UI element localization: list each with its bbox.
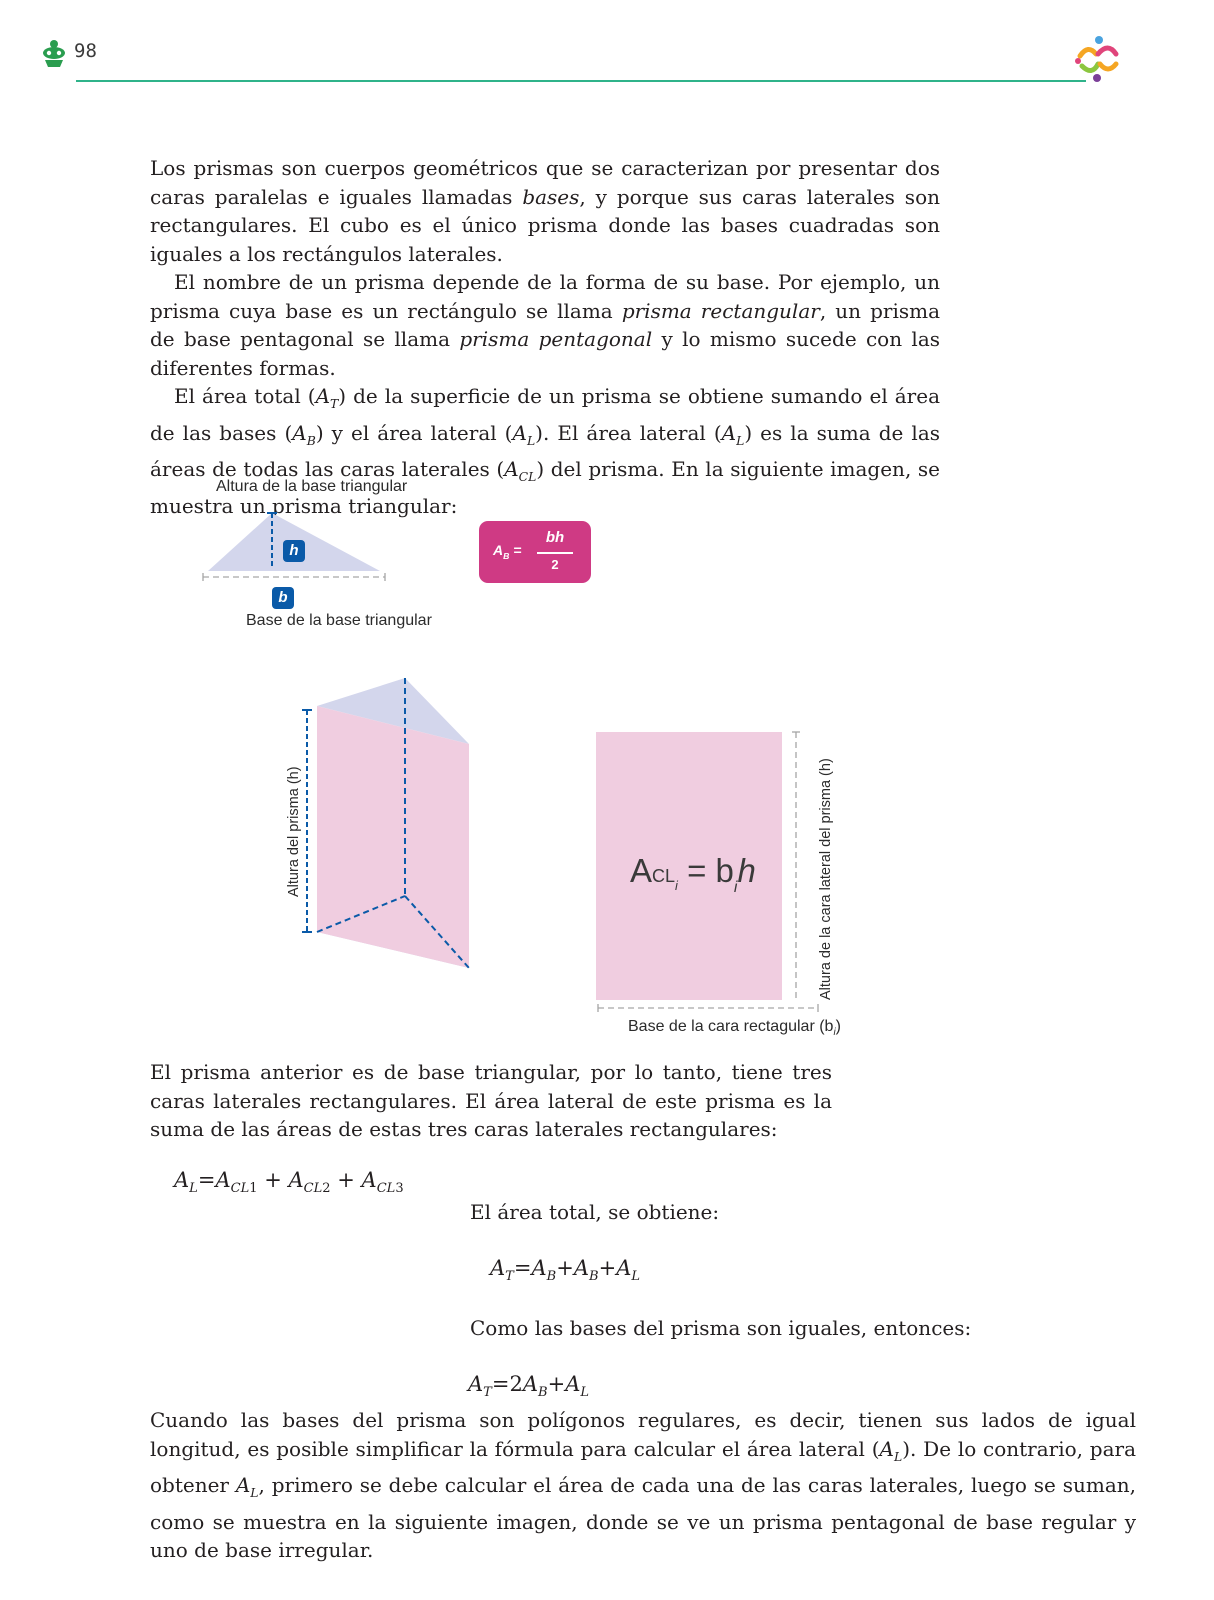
- series-logo-icon: [1070, 34, 1124, 84]
- total-area-text: El área total, se obtiene:: [470, 1200, 720, 1224]
- base-area-lhs: $A_B$ =: [493, 542, 522, 561]
- b-badge: b: [272, 587, 294, 609]
- prism-height-label: Altura del prisma (h): [286, 766, 302, 897]
- lateral-face-dimension-lines: [590, 726, 825, 1016]
- lateral-area-formula: $A_L=A_{CL1} + A_{CL2} + A_{CL3}$: [174, 1168, 404, 1197]
- intro-text: [150, 154, 940, 520]
- base-area-denominator: 2: [551, 557, 559, 572]
- paragraph-total-area: El área total $(A_T)$ de la superficie de un prisma se obtiene sumando el área de las bases $(A_B)$ y el área lateral $(A_L)$. El área lateral $(A_L)$ es la suma de las áreas de todas las caras laterales $(A_{CL})$ del prisma. En la siguiente imagen, se muestra un prisma triangular:: [150, 384, 941, 518]
- equal-bases-text: Como las bases del prisma son iguales, entonces:: [470, 1316, 972, 1340]
- book-logo-icon: [40, 38, 68, 68]
- total-area-formula: $A_T=A_B+A_B+A_L$: [490, 1256, 641, 1285]
- simplified-total-area-formula: $A_T=2A_B+A_L$: [468, 1372, 590, 1401]
- paragraph-prisms-definition: Los prismas son cuerpos geométricos que se caracterizan por presentar dos caras paralelas e iguales llamadas bases, y porque sus caras laterales son rectangulares. El cubo es el único prisma donde las bases cuadradas son iguales a los rectángulos laterales.: [150, 156, 940, 266]
- paragraph-regular-polygons: Cuando las bases del prisma son polígonos regulares, es decir, tienen sus lados de igual longitud, es posible simplificar la fórmula para calcular el área lateral $(A_L)$. De lo contrario, para obtener $A_L$, primero se debe calcular el área de cada una de las caras laterales, luego se suman, como se muestra en la siguiente imagen, donde se ve un prisma pentagonal de base regular y uno de base irregular.: [150, 1408, 1137, 1562]
- base-area-numerator: bh: [545, 529, 565, 546]
- base-area-formula-box: [479, 521, 591, 583]
- lateral-face-height-label: Altura de la cara lateral del prisma (h): [818, 758, 834, 1000]
- fraction-bar: [537, 552, 573, 554]
- lateral-face-base-label: Base de la cara rectagular $(b_i)$: [628, 1018, 841, 1039]
- page-number: 98: [74, 40, 97, 62]
- h-badge: h: [283, 540, 305, 562]
- triangle-base-label: Base de la base triangular: [246, 612, 432, 629]
- triangle-height-label: Altura de la base triangular: [216, 478, 408, 495]
- lateral-face-formula: $ACL_i = b_ih$: [630, 852, 756, 896]
- paragraph-prism-names: El nombre de un prisma depende de la forma de su base. Por ejemplo, un prisma cuya base es un rectángulo se llama prisma rectangular, un prisma de base pentagonal se llama prisma pentagonal y lo mismo sucede con las diferentes formas.: [150, 270, 941, 380]
- triangular-prism-diagram: [295, 678, 485, 988]
- paragraph-lateral-area: El prisma anterior es de base triangular, por lo tanto, tiene tres caras laterales rectangulares. El área lateral de este prisma es la suma de las áreas de estas tres caras laterales rectangulares:: [150, 1060, 832, 1141]
- header-divider: [76, 80, 1086, 82]
